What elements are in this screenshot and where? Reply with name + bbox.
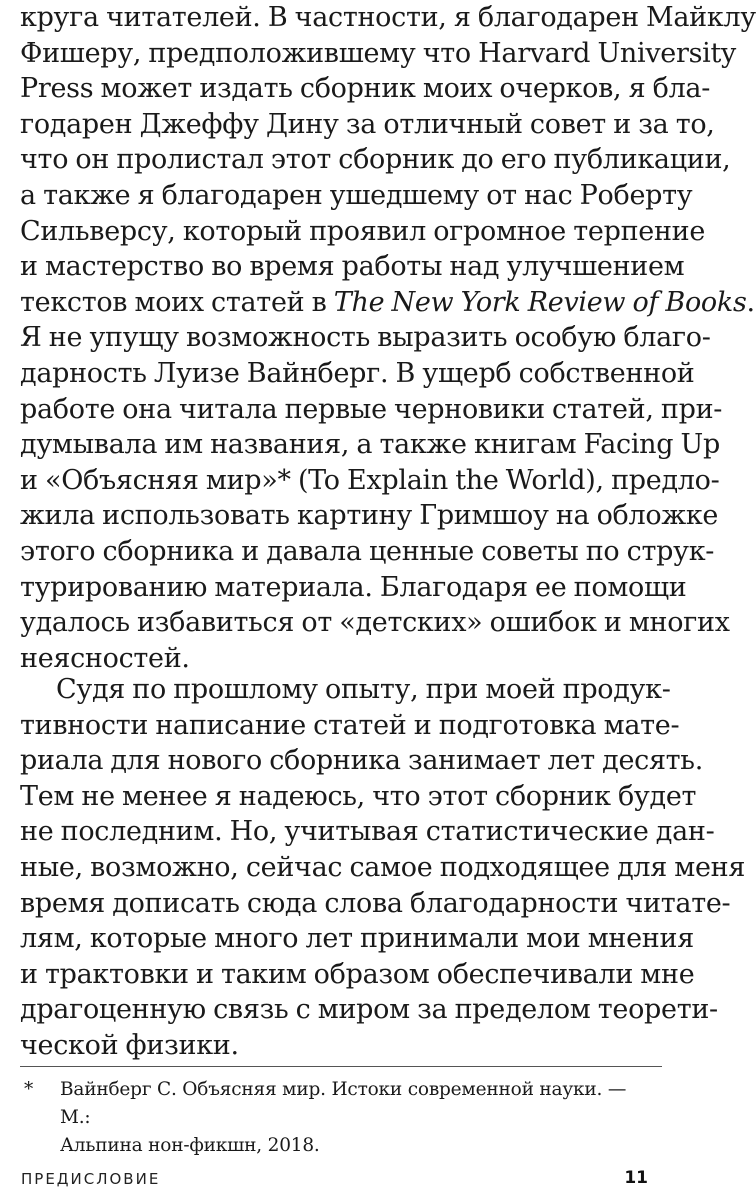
- footnote-marker: *: [24, 1079, 34, 1100]
- text-line: что он пролистал этот сборник до его публикации,: [20, 144, 731, 176]
- text-line: не последним. Но, учитывая статистические дан-: [20, 816, 715, 848]
- text-line: лям, которые много лет принимали мои мнения: [20, 923, 694, 955]
- text-line: думывала им названия, а также книгам Facing Up: [20, 429, 720, 461]
- text-line: Судя по прошлому опыту, при моей продук-: [56, 674, 671, 705]
- text-line: Я не упущу возможность выразить особую благо-: [20, 322, 711, 354]
- paragraph-future-collections: [20, 672, 746, 1064]
- running-footer-section: ПРЕДИСЛОВИЕ: [21, 1170, 161, 1188]
- text-line: удалось избавиться от «детских» ошибок и многих: [20, 607, 730, 639]
- text-line: а также я благодарен ушедшему от нас Роберту: [20, 179, 693, 211]
- text-line: круга читателей. В частности, я благодарен Майклу: [20, 2, 756, 33]
- text-line: Press может издать сборник моих очерков, я бла-: [20, 73, 711, 105]
- text-line: работе она читала первые черновики статей, при-: [20, 393, 723, 425]
- text-segment: .: [746, 286, 755, 318]
- text-line: время дописать сюда слова благодарности читате-: [20, 887, 731, 919]
- text-line: Тем не менее я надеюсь, что этот сборник будет: [20, 780, 697, 812]
- page-number: 11: [624, 1168, 648, 1188]
- text-line: годарен Джеффу Дину за отличный совет и за то,: [20, 108, 715, 140]
- text-line: этого сборника и давала ценные советы по струк-: [20, 535, 715, 567]
- footnote-line: Альпина нон-фикшн, 2018.: [60, 1135, 320, 1156]
- text-line: и мастерство во время работы над улучшением: [20, 251, 685, 283]
- text-line: тивности написание статей и подготовка мате-: [20, 709, 680, 741]
- footnote-text: [60, 1076, 656, 1160]
- text-line: и трактовки и таким образом обеспечивали мне: [20, 958, 695, 990]
- text-line: дарность Луизе Вайнберг. В ущерб собственной: [20, 357, 695, 389]
- text-line: турированию материала. Благодаря ее помощи: [20, 571, 687, 603]
- journal-title: The New York Review of Books: [333, 286, 747, 318]
- text-line: Фишеру, предположившему что Harvard University: [20, 37, 736, 69]
- footnote-divider: [20, 1066, 662, 1067]
- text-line: и «Объясняя мир»* (To Explain the World), предло-: [20, 464, 720, 496]
- text-line: неясностей.: [20, 642, 190, 674]
- footnote-line: Вайнберг С. Объясняя мир. Истоки современной науки. — М.:: [60, 1079, 627, 1128]
- text-line-with-title: [20, 285, 755, 321]
- text-line: Сильверсу, который проявил огромное терпение: [20, 215, 706, 247]
- text-line: драгоценную связь с миром за пределом теорети-: [20, 994, 718, 1026]
- text-line: ные, возможно, сейчас самое подходящее для меня: [20, 851, 746, 883]
- text-line: ческой физики.: [20, 1029, 239, 1061]
- text-segment: текстов моих статей в: [20, 286, 334, 318]
- text-line: риала для нового сборника занимает лет десять.: [20, 745, 703, 777]
- paragraph-acknowledgments: [20, 0, 756, 676]
- text-line: жила использовать картину Гримшоу на обложке: [20, 500, 719, 532]
